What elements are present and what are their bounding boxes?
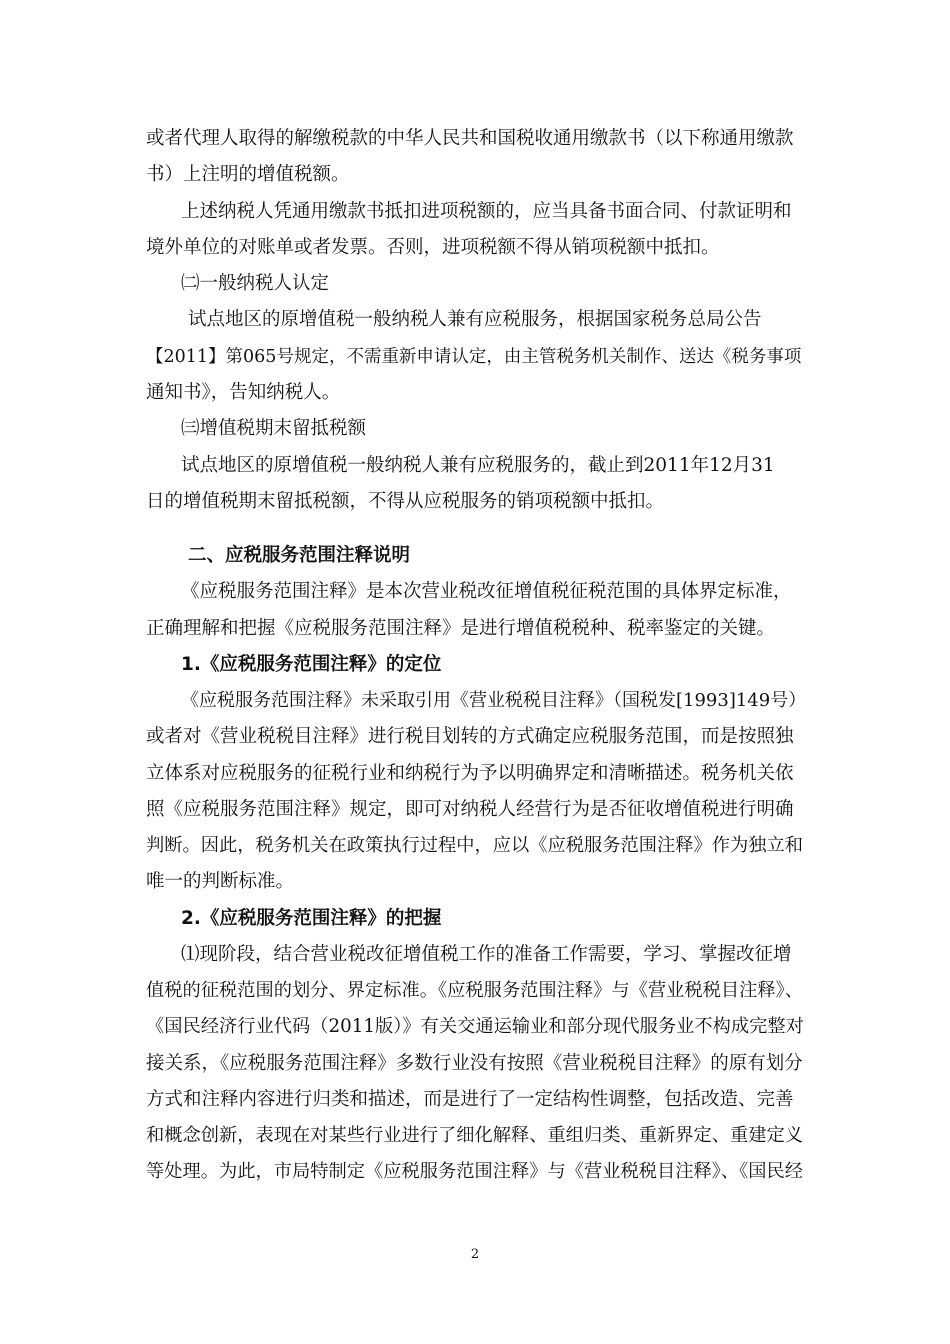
body-text-line: 或者代理人取得的解缴税款的中华人民共和国税收通用缴款书（以下称通用缴款 [146,128,794,149]
body-text-line: 唯一的判断标准。 [146,871,295,892]
body-text-line: 判断。因此，税务机关在政策执行过程中，应以《应税服务范围注释》作为独立和 [146,835,803,856]
body-text-line: 立体系对应税服务的征税行业和纳税行为予以明确界定和清晰描述。税务机关依 [146,763,794,784]
body-text-line: 书）上注明的增值税额。 [146,164,350,185]
body-text-line: 《国民经济行业代码（2011版）》有关交通运输业和部分现代服务业不构成完整对 [146,1016,804,1037]
body-text-line: 或者对《营业税税目注释》进行税目划转的方式确定应税服务范围，而是按照独 [146,726,794,747]
body-text-line: 和概念创新，表现在对某些行业进行了细化解释、重组归类、重新界定、重建定义 [146,1125,803,1146]
subsection-heading: ㈡一般纳税人认定 [181,273,330,294]
body-text-line: 试点地区的原增值税一般纳税人兼有应税服务，根据国家税务总局公告 [188,309,762,330]
body-text-line: 照《应税服务范围注释》规定，即可对纳税人经营行为是否征收增值税进行明确 [146,799,794,820]
section-heading: 二、应税服务范围注释说明 [188,545,411,566]
body-text-line: 《应税服务范围注释》是本次营业税改征增值税征税范围的具体界定标准， [181,581,792,602]
body-text-line: 正确理解和把握《应税服务范围注释》是进行增值税税种、税率鉴定的关键。 [146,618,776,639]
body-text-line: 通知书》，告知纳税人。 [146,382,341,403]
subsection-heading: ㈢增值税期末留抵税额 [181,418,367,439]
body-text-line: 方式和注释内容进行归类和描述，而是进行了一定结构性调整，包括改造、完善 [146,1089,794,1110]
body-text-line: 《应税服务范围注释》未采取引用《营业税税目注释》（国税发[1993]149号） [181,690,807,711]
page-number: 2 [470,1247,480,1262]
body-text-line: 接关系，《应税服务范围注释》多数行业没有按照《营业税税目注释》的原有划分 [146,1053,803,1074]
body-text-line: 日的增值税期末留抵税额，不得从应税服务的销项税额中抵扣。 [146,491,665,512]
subsection-heading: 1.《应税服务范围注释》的定位 [181,654,442,675]
body-text-line: 上述纳税人凭通用缴款书抵扣进项税额的，应当具备书面合同、付款证明和 [181,201,792,222]
subsection-heading: 2.《应税服务范围注释》的把握 [181,908,442,929]
body-text-line: 值税的征税范围的划分、界定标准。《应税服务范围注释》与《营业税税目注释》、 [146,980,803,1001]
body-text-line: 【2011】第065号规定，不需重新申请认定，由主管税务机关制作、送达《税务事项 [146,347,802,367]
body-text-line: 试点地区的原增值税一般纳税人兼有应税服务的，截止到2011年12月31 [181,455,775,476]
body-text-line: 境外单位的对账单或者发票。否则，进项税额不得从销项税额中抵扣。 [146,237,720,258]
body-text-line: 等处理。为此，市局特制定《应税服务范围注释》与《营业税税目注释》、《国民经 [146,1161,803,1182]
body-text-line: ⑴现阶段，结合营业税改征增值税工作的准备工作需要，学习、掌握改征增 [181,944,792,965]
